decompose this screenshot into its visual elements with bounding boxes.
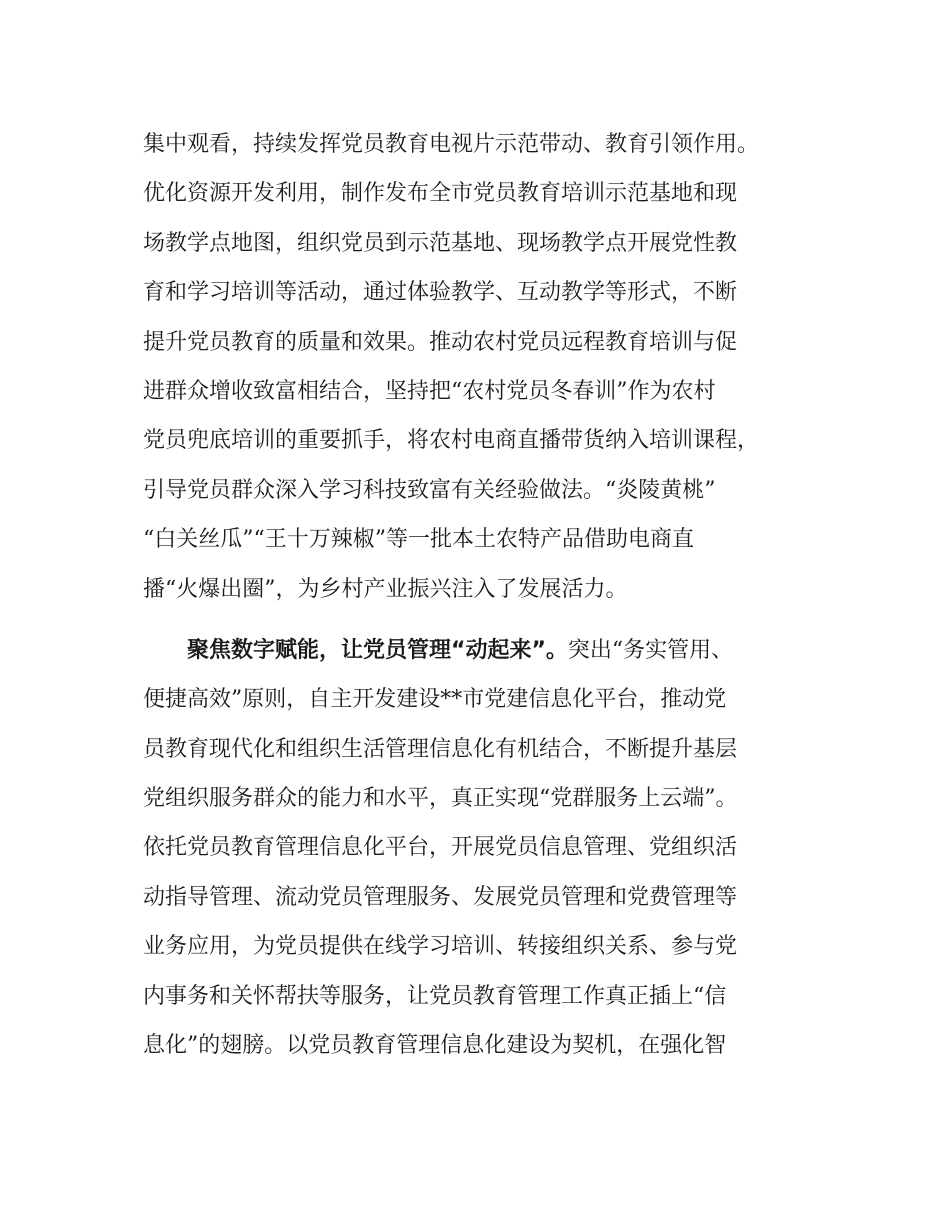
text-line: 内事务和关怀帮扶等服务，让党员教育管理工作真正插上“信 <box>143 983 727 1009</box>
text-line: 引导党员群众深入学习科技致富有关经验做法。“炎陵黄桃” <box>143 477 716 503</box>
text-line: 便捷高效”原则，自主开发建设**市党建信息化平台，推动党 <box>143 687 727 713</box>
text-line: 依托党员教育管理信息化平台，开展党员信息管理、党组织活 <box>143 835 738 861</box>
text-line: 员教育现代化和组织生活管理信息化有机结合，不断提升基层 <box>143 736 738 762</box>
text-line-first <box>143 626 815 675</box>
text-line: 育和学习培训等活动，通过体验教学、互动教学等形式，不断 <box>143 280 738 306</box>
paragraph-heading: 聚焦数字赋能，让党员管理“动起来”。 <box>187 637 568 663</box>
paragraph-1 <box>143 120 815 614</box>
text-line: “白关丝瓜”“王十万辣椒”等一批本土农特产品借助电商直 <box>143 527 694 553</box>
text-line: 党组织服务群众的能力和水平，真正实现“党群服务上云端”。 <box>143 786 738 812</box>
text-line: 业务应用，为党员提供在线学习培训、转接组织关系、参与党 <box>143 934 738 960</box>
text-line: 播“火爆出圈”，为乡村产业振兴注入了发展活力。 <box>143 576 628 602</box>
paragraph-2 <box>143 626 815 1071</box>
text-line: 集中观看，持续发挥党员教育电视片示范带动、教育引领作用。 <box>143 132 760 157</box>
text-line: 提升党员教育的质量和效果。推动农村党员远程教育培训与促 <box>143 329 738 355</box>
text-line: 息化”的翅膀。以党员教育管理信息化建设为契机，在强化智 <box>143 1033 727 1059</box>
paragraph-gap <box>143 614 815 626</box>
text-line: 党员兜底培训的重要抓手，将农村电商直播带货纳入培训课程， <box>143 428 760 454</box>
document-body <box>143 120 815 1070</box>
text-line: 动指导管理、流动党员管理服务、发展党员管理和党费管理等 <box>143 884 738 910</box>
text-line: 进群众增收致富相结合，坚持把“农村党员冬春训”作为农村 <box>143 378 716 404</box>
text-line: 优化资源开发利用，制作发布全市党员教育培训示范基地和现 <box>143 181 738 207</box>
text-line: 场教学点地图，组织党员到示范基地、现场教学点开展党性教 <box>143 230 738 256</box>
heading-line-rest: 突出“务实管用、 <box>567 637 734 663</box>
